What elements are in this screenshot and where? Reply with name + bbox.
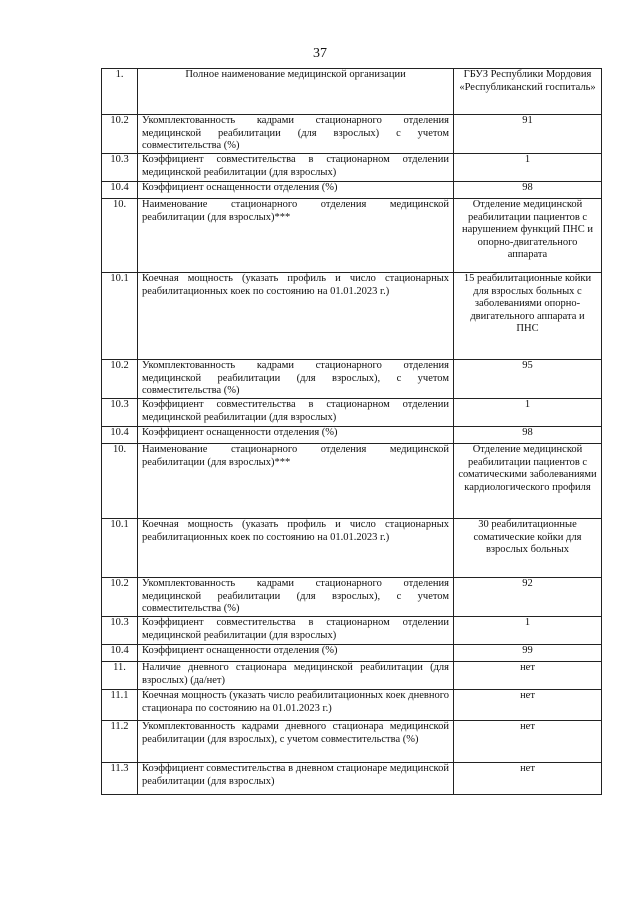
row-number: 10.3	[102, 399, 138, 427]
table-row	[102, 273, 602, 360]
row-value: ГБУЗ Республики Мордовия «Республиканский госпиталь»	[454, 69, 602, 115]
row-label: Коэффициент совместительства в стационарном отделении медицинской реабилитации (для взрослых)	[138, 617, 454, 645]
row-number: 11.	[102, 662, 138, 690]
row-number: 11.2	[102, 721, 138, 763]
row-number: 1.	[102, 69, 138, 115]
row-number: 10.1	[102, 519, 138, 578]
row-label: Укомплектованность кадрами стационарного отделения медицинской реабилитации (для взрослых) с учетом совместительства (%)	[138, 115, 454, 154]
row-value: нет	[454, 690, 602, 721]
row-value: 30 реабилитационные соматические койки для взрослых больных	[454, 519, 602, 578]
row-value: 92	[454, 578, 602, 617]
table-row	[102, 662, 602, 690]
row-value: 99	[454, 645, 602, 662]
row-value: 1	[454, 154, 602, 182]
table-row	[102, 721, 602, 763]
row-label: Коэффициент оснащенности отделения (%)	[138, 427, 454, 444]
table-row	[102, 617, 602, 645]
table-row	[102, 578, 602, 617]
table-row	[102, 154, 602, 182]
row-label: Наименование стационарного отделения медицинской реабилитации (для взрослых)***	[138, 199, 454, 273]
row-label: Коечная мощность (указать профиль и число стационарных реабилитационных коек по состоянию на 01.01.2023 г.)	[138, 519, 454, 578]
row-number: 10.3	[102, 617, 138, 645]
row-number: 10.4	[102, 182, 138, 199]
row-number: 10.1	[102, 273, 138, 360]
row-label: Полное наименование медицинской организации	[138, 69, 454, 115]
row-value: нет	[454, 763, 602, 795]
row-number: 10.2	[102, 115, 138, 154]
row-number: 11.3	[102, 763, 138, 795]
row-value: нет	[454, 721, 602, 763]
row-value: 98	[454, 182, 602, 199]
row-number: 10.	[102, 444, 138, 519]
table-row	[102, 115, 602, 154]
row-label: Укомплектованность кадрами стационарного отделения медицинской реабилитации (для взрослых), с учетом совместительства (%)	[138, 578, 454, 617]
row-number: 10.4	[102, 427, 138, 444]
row-label: Коэффициент оснащенности отделения (%)	[138, 182, 454, 199]
table-row	[102, 399, 602, 427]
table-row	[102, 444, 602, 519]
row-number: 10.2	[102, 578, 138, 617]
row-label: Наличие дневного стационара медицинской реабилитации (для взрослых) (да/нет)	[138, 662, 454, 690]
row-number: 10.4	[102, 645, 138, 662]
table-row	[102, 645, 602, 662]
row-number: 10.3	[102, 154, 138, 182]
row-label: Укомплектованность кадрами стационарного отделения медицинской реабилитации (для взрослых), с учетом совместительства (%)	[138, 360, 454, 399]
row-label: Коечная мощность (указать число реабилитационных коек дневного стационара по состоянию на 01.01.2023 г.)	[138, 690, 454, 721]
table-row	[102, 763, 602, 795]
row-value: 98	[454, 427, 602, 444]
row-value: 15 реабилитационные койки для взрослых больных с заболеваниями опорно-двигательного аппарата и ПНС	[454, 273, 602, 360]
row-label: Коэффициент совместительства в дневном стационаре медицинской реабилитации (для взрослых)	[138, 763, 454, 795]
row-number: 10.	[102, 199, 138, 273]
row-value: 1	[454, 617, 602, 645]
row-value: 91	[454, 115, 602, 154]
page-number: 37	[313, 46, 327, 61]
row-value: Отделение медицинской реабилитации пациентов с соматическими заболеваниями кардиологического профиля	[454, 444, 602, 519]
table-row	[102, 182, 602, 199]
row-label: Коэффициент совместительства в стационарном отделении медицинской реабилитации (для взрослых)	[138, 154, 454, 182]
table-row	[102, 690, 602, 721]
row-value: Отделение медицинской реабилитации пациентов с нарушением функций ПНС и опорно-двигательного аппарата	[454, 199, 602, 273]
row-number: 10.2	[102, 360, 138, 399]
row-number: 11.1	[102, 690, 138, 721]
row-label: Коечная мощность (указать профиль и число стационарных реабилитационных коек по состоянию на 01.01.2023 г.)	[138, 273, 454, 360]
organization-data-table	[101, 68, 602, 795]
table-row	[102, 427, 602, 444]
row-label: Коэффициент совместительства в стационарном отделении медицинской реабилитации (для взрослых)	[138, 399, 454, 427]
table-header-row	[102, 69, 602, 115]
row-label: Коэффициент оснащенности отделения (%)	[138, 645, 454, 662]
row-label: Наименование стационарного отделения медицинской реабилитации (для взрослых)***	[138, 444, 454, 519]
table-row	[102, 360, 602, 399]
row-value: 1	[454, 399, 602, 427]
table-row	[102, 199, 602, 273]
row-value: нет	[454, 662, 602, 690]
row-label: Укомплектованность кадрами дневного стационара медицинской реабилитации (для взрослых), с учетом совместительства (%)	[138, 721, 454, 763]
table-row	[102, 519, 602, 578]
row-value: 95	[454, 360, 602, 399]
